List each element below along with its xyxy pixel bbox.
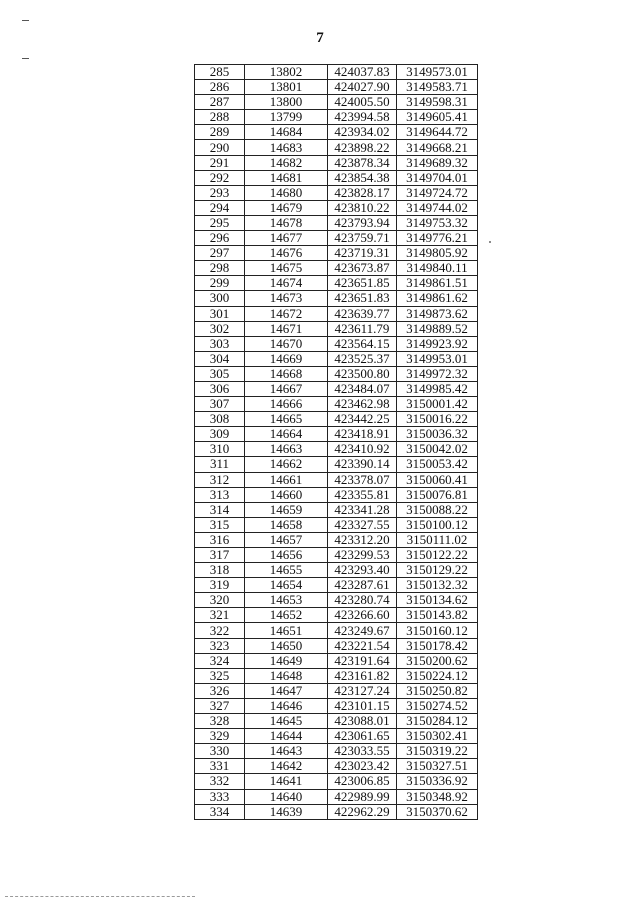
- x-coordinate-cell: 423061.65: [328, 729, 397, 744]
- y-coordinate-cell: 3149840.11: [397, 261, 478, 276]
- point-id-cell: 14672: [245, 306, 328, 321]
- point-id-cell: 14657: [245, 532, 328, 547]
- point-id-cell: 14650: [245, 638, 328, 653]
- y-coordinate-cell: 3149573.01: [397, 65, 478, 80]
- point-id-cell: 14647: [245, 683, 328, 698]
- point-id-cell: 13802: [245, 65, 328, 80]
- y-coordinate-cell: 3150274.52: [397, 698, 478, 713]
- table-row: [195, 608, 478, 623]
- y-coordinate-cell: 3149972.32: [397, 366, 478, 381]
- table-row: [195, 548, 478, 563]
- scan-artifact-mark: [22, 58, 29, 59]
- x-coordinate-cell: 423088.01: [328, 714, 397, 729]
- point-id-cell: 14654: [245, 578, 328, 593]
- y-coordinate-cell: 3150042.02: [397, 442, 478, 457]
- row-index-cell: 300: [195, 291, 245, 306]
- x-coordinate-cell: 423934.02: [328, 125, 397, 140]
- table-row: [195, 125, 478, 140]
- table-row: [195, 65, 478, 80]
- y-coordinate-cell: 3150036.32: [397, 427, 478, 442]
- x-coordinate-cell: 423898.22: [328, 140, 397, 155]
- y-coordinate-cell: 3149889.52: [397, 321, 478, 336]
- y-coordinate-cell: 3150016.22: [397, 412, 478, 427]
- table-row: [195, 170, 478, 185]
- row-index-cell: 303: [195, 336, 245, 351]
- x-coordinate-cell: 423249.67: [328, 623, 397, 638]
- y-coordinate-cell: 3149805.92: [397, 246, 478, 261]
- y-coordinate-cell: 3149598.31: [397, 95, 478, 110]
- row-index-cell: 301: [195, 306, 245, 321]
- row-index-cell: 316: [195, 532, 245, 547]
- y-coordinate-cell: 3149953.01: [397, 351, 478, 366]
- point-id-cell: 14652: [245, 608, 328, 623]
- y-coordinate-cell: 3150160.12: [397, 623, 478, 638]
- row-index-cell: 331: [195, 759, 245, 774]
- row-index-cell: 286: [195, 80, 245, 95]
- point-id-cell: 14659: [245, 502, 328, 517]
- row-index-cell: 299: [195, 276, 245, 291]
- point-id-cell: 14645: [245, 714, 328, 729]
- point-id-cell: 14673: [245, 291, 328, 306]
- row-index-cell: 325: [195, 668, 245, 683]
- table-row: [195, 442, 478, 457]
- y-coordinate-cell: 3150143.82: [397, 608, 478, 623]
- table-row: [195, 261, 478, 276]
- y-coordinate-cell: 3150111.02: [397, 532, 478, 547]
- table-row: [195, 366, 478, 381]
- table-row: [195, 472, 478, 487]
- x-coordinate-cell: 423651.85: [328, 276, 397, 291]
- row-index-cell: 304: [195, 351, 245, 366]
- y-coordinate-cell: 3149744.02: [397, 200, 478, 215]
- x-coordinate-cell: 423327.55: [328, 517, 397, 532]
- table-row: [195, 412, 478, 427]
- table-row: [195, 336, 478, 351]
- row-index-cell: 297: [195, 246, 245, 261]
- y-coordinate-cell: 3150348.92: [397, 789, 478, 804]
- x-coordinate-cell: 423355.81: [328, 487, 397, 502]
- row-index-cell: 329: [195, 729, 245, 744]
- x-coordinate-cell: 423854.38: [328, 170, 397, 185]
- table-row: [195, 653, 478, 668]
- table-row: [195, 140, 478, 155]
- point-id-cell: 14667: [245, 381, 328, 396]
- y-coordinate-cell: 3149668.21: [397, 140, 478, 155]
- row-index-cell: 298: [195, 261, 245, 276]
- table-row: [195, 276, 478, 291]
- row-index-cell: 310: [195, 442, 245, 457]
- x-coordinate-cell: 424027.90: [328, 80, 397, 95]
- table-row: [195, 80, 478, 95]
- x-coordinate-cell: 423462.98: [328, 397, 397, 412]
- x-coordinate-cell: 423299.53: [328, 548, 397, 563]
- x-coordinate-cell: 423994.58: [328, 110, 397, 125]
- table-row: [195, 774, 478, 789]
- x-coordinate-cell: 423266.60: [328, 608, 397, 623]
- point-id-cell: 14653: [245, 593, 328, 608]
- row-index-cell: 289: [195, 125, 245, 140]
- x-coordinate-cell: 423390.14: [328, 457, 397, 472]
- point-id-cell: 14669: [245, 351, 328, 366]
- point-id-cell: 14639: [245, 804, 328, 819]
- row-index-cell: 291: [195, 155, 245, 170]
- point-id-cell: 14664: [245, 427, 328, 442]
- row-index-cell: 327: [195, 698, 245, 713]
- x-coordinate-cell: 423442.25: [328, 412, 397, 427]
- table-row: [195, 683, 478, 698]
- table-row: [195, 759, 478, 774]
- row-index-cell: 333: [195, 789, 245, 804]
- y-coordinate-cell: 3149861.62: [397, 291, 478, 306]
- row-index-cell: 309: [195, 427, 245, 442]
- table-row: [195, 351, 478, 366]
- y-coordinate-cell: 3150132.32: [397, 578, 478, 593]
- y-coordinate-cell: 3150336.92: [397, 774, 478, 789]
- row-index-cell: 302: [195, 321, 245, 336]
- x-coordinate-cell: 423810.22: [328, 200, 397, 215]
- point-id-cell: 14648: [245, 668, 328, 683]
- table-row: [195, 185, 478, 200]
- x-coordinate-cell: 423525.37: [328, 351, 397, 366]
- table-row: [195, 578, 478, 593]
- table-row: [195, 457, 478, 472]
- table-row: [195, 729, 478, 744]
- coordinates-table-body: [195, 65, 478, 820]
- y-coordinate-cell: 3150088.22: [397, 502, 478, 517]
- y-coordinate-cell: 3150129.22: [397, 563, 478, 578]
- point-id-cell: 14675: [245, 261, 328, 276]
- row-index-cell: 313: [195, 487, 245, 502]
- row-index-cell: 328: [195, 714, 245, 729]
- table-row: [195, 532, 478, 547]
- page-number: 7: [316, 30, 324, 46]
- table-row: [195, 623, 478, 638]
- x-coordinate-cell: 423161.82: [328, 668, 397, 683]
- table-row: [195, 95, 478, 110]
- x-coordinate-cell: 423312.20: [328, 532, 397, 547]
- x-coordinate-cell: 423293.40: [328, 563, 397, 578]
- table-row: [195, 110, 478, 125]
- point-id-cell: 14640: [245, 789, 328, 804]
- y-coordinate-cell: 3149583.71: [397, 80, 478, 95]
- y-coordinate-cell: 3150302.41: [397, 729, 478, 744]
- point-id-cell: 14665: [245, 412, 328, 427]
- row-index-cell: 306: [195, 381, 245, 396]
- x-coordinate-cell: 423127.24: [328, 683, 397, 698]
- y-coordinate-cell: 3149605.41: [397, 110, 478, 125]
- y-coordinate-cell: 3150100.12: [397, 517, 478, 532]
- table-row: [195, 427, 478, 442]
- x-coordinate-cell: 423287.61: [328, 578, 397, 593]
- y-coordinate-cell: 3150327.51: [397, 759, 478, 774]
- point-id-cell: 14649: [245, 653, 328, 668]
- row-index-cell: 292: [195, 170, 245, 185]
- table-row: [195, 517, 478, 532]
- point-id-cell: 14651: [245, 623, 328, 638]
- table-row: [195, 215, 478, 230]
- point-id-cell: 14642: [245, 759, 328, 774]
- point-id-cell: 14661: [245, 472, 328, 487]
- row-index-cell: 317: [195, 548, 245, 563]
- x-coordinate-cell: 423033.55: [328, 744, 397, 759]
- y-coordinate-cell: 3150060.41: [397, 472, 478, 487]
- x-coordinate-cell: 423378.07: [328, 472, 397, 487]
- scan-speck: [489, 241, 491, 243]
- point-id-cell: 14676: [245, 246, 328, 261]
- table-row: [195, 698, 478, 713]
- table-row: [195, 744, 478, 759]
- point-id-cell: 14643: [245, 744, 328, 759]
- row-index-cell: 322: [195, 623, 245, 638]
- point-id-cell: 14660: [245, 487, 328, 502]
- row-index-cell: 324: [195, 653, 245, 668]
- row-index-cell: 294: [195, 200, 245, 215]
- point-id-cell: 13801: [245, 80, 328, 95]
- point-id-cell: 14682: [245, 155, 328, 170]
- y-coordinate-cell: 3150076.81: [397, 487, 478, 502]
- point-id-cell: 13799: [245, 110, 328, 125]
- y-coordinate-cell: 3149873.62: [397, 306, 478, 321]
- y-coordinate-cell: 3149923.92: [397, 336, 478, 351]
- table-row: [195, 381, 478, 396]
- row-index-cell: 287: [195, 95, 245, 110]
- x-coordinate-cell: 423759.71: [328, 231, 397, 246]
- y-coordinate-cell: 3149753.32: [397, 215, 478, 230]
- table-row: [195, 200, 478, 215]
- table-row: [195, 502, 478, 517]
- y-coordinate-cell: 3150224.12: [397, 668, 478, 683]
- row-index-cell: 314: [195, 502, 245, 517]
- row-index-cell: 315: [195, 517, 245, 532]
- x-coordinate-cell: 423719.31: [328, 246, 397, 261]
- x-coordinate-cell: 424037.83: [328, 65, 397, 80]
- row-index-cell: 290: [195, 140, 245, 155]
- x-coordinate-cell: 423564.15: [328, 336, 397, 351]
- point-id-cell: 14646: [245, 698, 328, 713]
- point-id-cell: 14680: [245, 185, 328, 200]
- table-row: [195, 397, 478, 412]
- y-coordinate-cell: 3149861.51: [397, 276, 478, 291]
- x-coordinate-cell: 423500.80: [328, 366, 397, 381]
- point-id-cell: 14683: [245, 140, 328, 155]
- x-coordinate-cell: 423793.94: [328, 215, 397, 230]
- x-coordinate-cell: 423828.17: [328, 185, 397, 200]
- table-row: [195, 291, 478, 306]
- point-id-cell: 14662: [245, 457, 328, 472]
- point-id-cell: 14656: [245, 548, 328, 563]
- table-row: [195, 804, 478, 819]
- table-row: [195, 563, 478, 578]
- y-coordinate-cell: 3149689.32: [397, 155, 478, 170]
- row-index-cell: 288: [195, 110, 245, 125]
- table-row: [195, 321, 478, 336]
- table-row: [195, 638, 478, 653]
- x-coordinate-cell: 423878.34: [328, 155, 397, 170]
- x-coordinate-cell: 423101.15: [328, 698, 397, 713]
- row-index-cell: 305: [195, 366, 245, 381]
- point-id-cell: 14674: [245, 276, 328, 291]
- x-coordinate-cell: 423341.28: [328, 502, 397, 517]
- y-coordinate-cell: 3150122.22: [397, 548, 478, 563]
- row-index-cell: 318: [195, 563, 245, 578]
- x-coordinate-cell: 423484.07: [328, 381, 397, 396]
- point-id-cell: 14655: [245, 563, 328, 578]
- row-index-cell: 308: [195, 412, 245, 427]
- point-id-cell: 14658: [245, 517, 328, 532]
- row-index-cell: 295: [195, 215, 245, 230]
- row-index-cell: 326: [195, 683, 245, 698]
- x-coordinate-cell: 423410.92: [328, 442, 397, 457]
- x-coordinate-cell: 423023.42: [328, 759, 397, 774]
- y-coordinate-cell: 3149704.01: [397, 170, 478, 185]
- x-coordinate-cell: 424005.50: [328, 95, 397, 110]
- table-row: [195, 246, 478, 261]
- point-id-cell: 14666: [245, 397, 328, 412]
- row-index-cell: 307: [195, 397, 245, 412]
- point-id-cell: 14641: [245, 774, 328, 789]
- coordinates-table-container: [194, 64, 478, 820]
- y-coordinate-cell: 3149724.72: [397, 185, 478, 200]
- table-row: [195, 714, 478, 729]
- row-index-cell: 311: [195, 457, 245, 472]
- row-index-cell: 330: [195, 744, 245, 759]
- row-index-cell: 296: [195, 231, 245, 246]
- point-id-cell: 14671: [245, 321, 328, 336]
- x-coordinate-cell: 423191.64: [328, 653, 397, 668]
- point-id-cell: 14670: [245, 336, 328, 351]
- y-coordinate-cell: 3150370.62: [397, 804, 478, 819]
- y-coordinate-cell: 3150178.42: [397, 638, 478, 653]
- y-coordinate-cell: 3150284.12: [397, 714, 478, 729]
- point-id-cell: 14679: [245, 200, 328, 215]
- point-id-cell: 14668: [245, 366, 328, 381]
- point-id-cell: 14684: [245, 125, 328, 140]
- x-coordinate-cell: 423280.74: [328, 593, 397, 608]
- row-index-cell: 293: [195, 185, 245, 200]
- row-index-cell: 285: [195, 65, 245, 80]
- point-id-cell: 14677: [245, 231, 328, 246]
- table-row: [195, 668, 478, 683]
- x-coordinate-cell: 423639.77: [328, 306, 397, 321]
- x-coordinate-cell: 423418.91: [328, 427, 397, 442]
- y-coordinate-cell: 3150250.82: [397, 683, 478, 698]
- point-id-cell: 13800: [245, 95, 328, 110]
- x-coordinate-cell: 423221.54: [328, 638, 397, 653]
- row-index-cell: 320: [195, 593, 245, 608]
- y-coordinate-cell: 3150319.22: [397, 744, 478, 759]
- y-coordinate-cell: 3149776.21: [397, 231, 478, 246]
- x-coordinate-cell: 423006.85: [328, 774, 397, 789]
- table-row: [195, 789, 478, 804]
- row-index-cell: 334: [195, 804, 245, 819]
- y-coordinate-cell: 3150200.62: [397, 653, 478, 668]
- x-coordinate-cell: 422989.99: [328, 789, 397, 804]
- y-coordinate-cell: 3150053.42: [397, 457, 478, 472]
- y-coordinate-cell: 3149644.72: [397, 125, 478, 140]
- table-row: [195, 306, 478, 321]
- table-row: [195, 231, 478, 246]
- x-coordinate-cell: 422962.29: [328, 804, 397, 819]
- row-index-cell: 321: [195, 608, 245, 623]
- table-row: [195, 155, 478, 170]
- row-index-cell: 323: [195, 638, 245, 653]
- point-id-cell: 14644: [245, 729, 328, 744]
- row-index-cell: 319: [195, 578, 245, 593]
- x-coordinate-cell: 423673.87: [328, 261, 397, 276]
- y-coordinate-cell: 3150134.62: [397, 593, 478, 608]
- point-id-cell: 14681: [245, 170, 328, 185]
- x-coordinate-cell: 423611.79: [328, 321, 397, 336]
- point-id-cell: 14678: [245, 215, 328, 230]
- scan-artifact-mark: [22, 20, 29, 21]
- x-coordinate-cell: 423651.83: [328, 291, 397, 306]
- row-index-cell: 312: [195, 472, 245, 487]
- row-index-cell: 332: [195, 774, 245, 789]
- y-coordinate-cell: 3149985.42: [397, 381, 478, 396]
- table-row: [195, 593, 478, 608]
- point-id-cell: 14663: [245, 442, 328, 457]
- table-row: [195, 487, 478, 502]
- coordinates-table: [194, 64, 478, 820]
- y-coordinate-cell: 3150001.42: [397, 397, 478, 412]
- scan-bottom-rule: [5, 896, 195, 897]
